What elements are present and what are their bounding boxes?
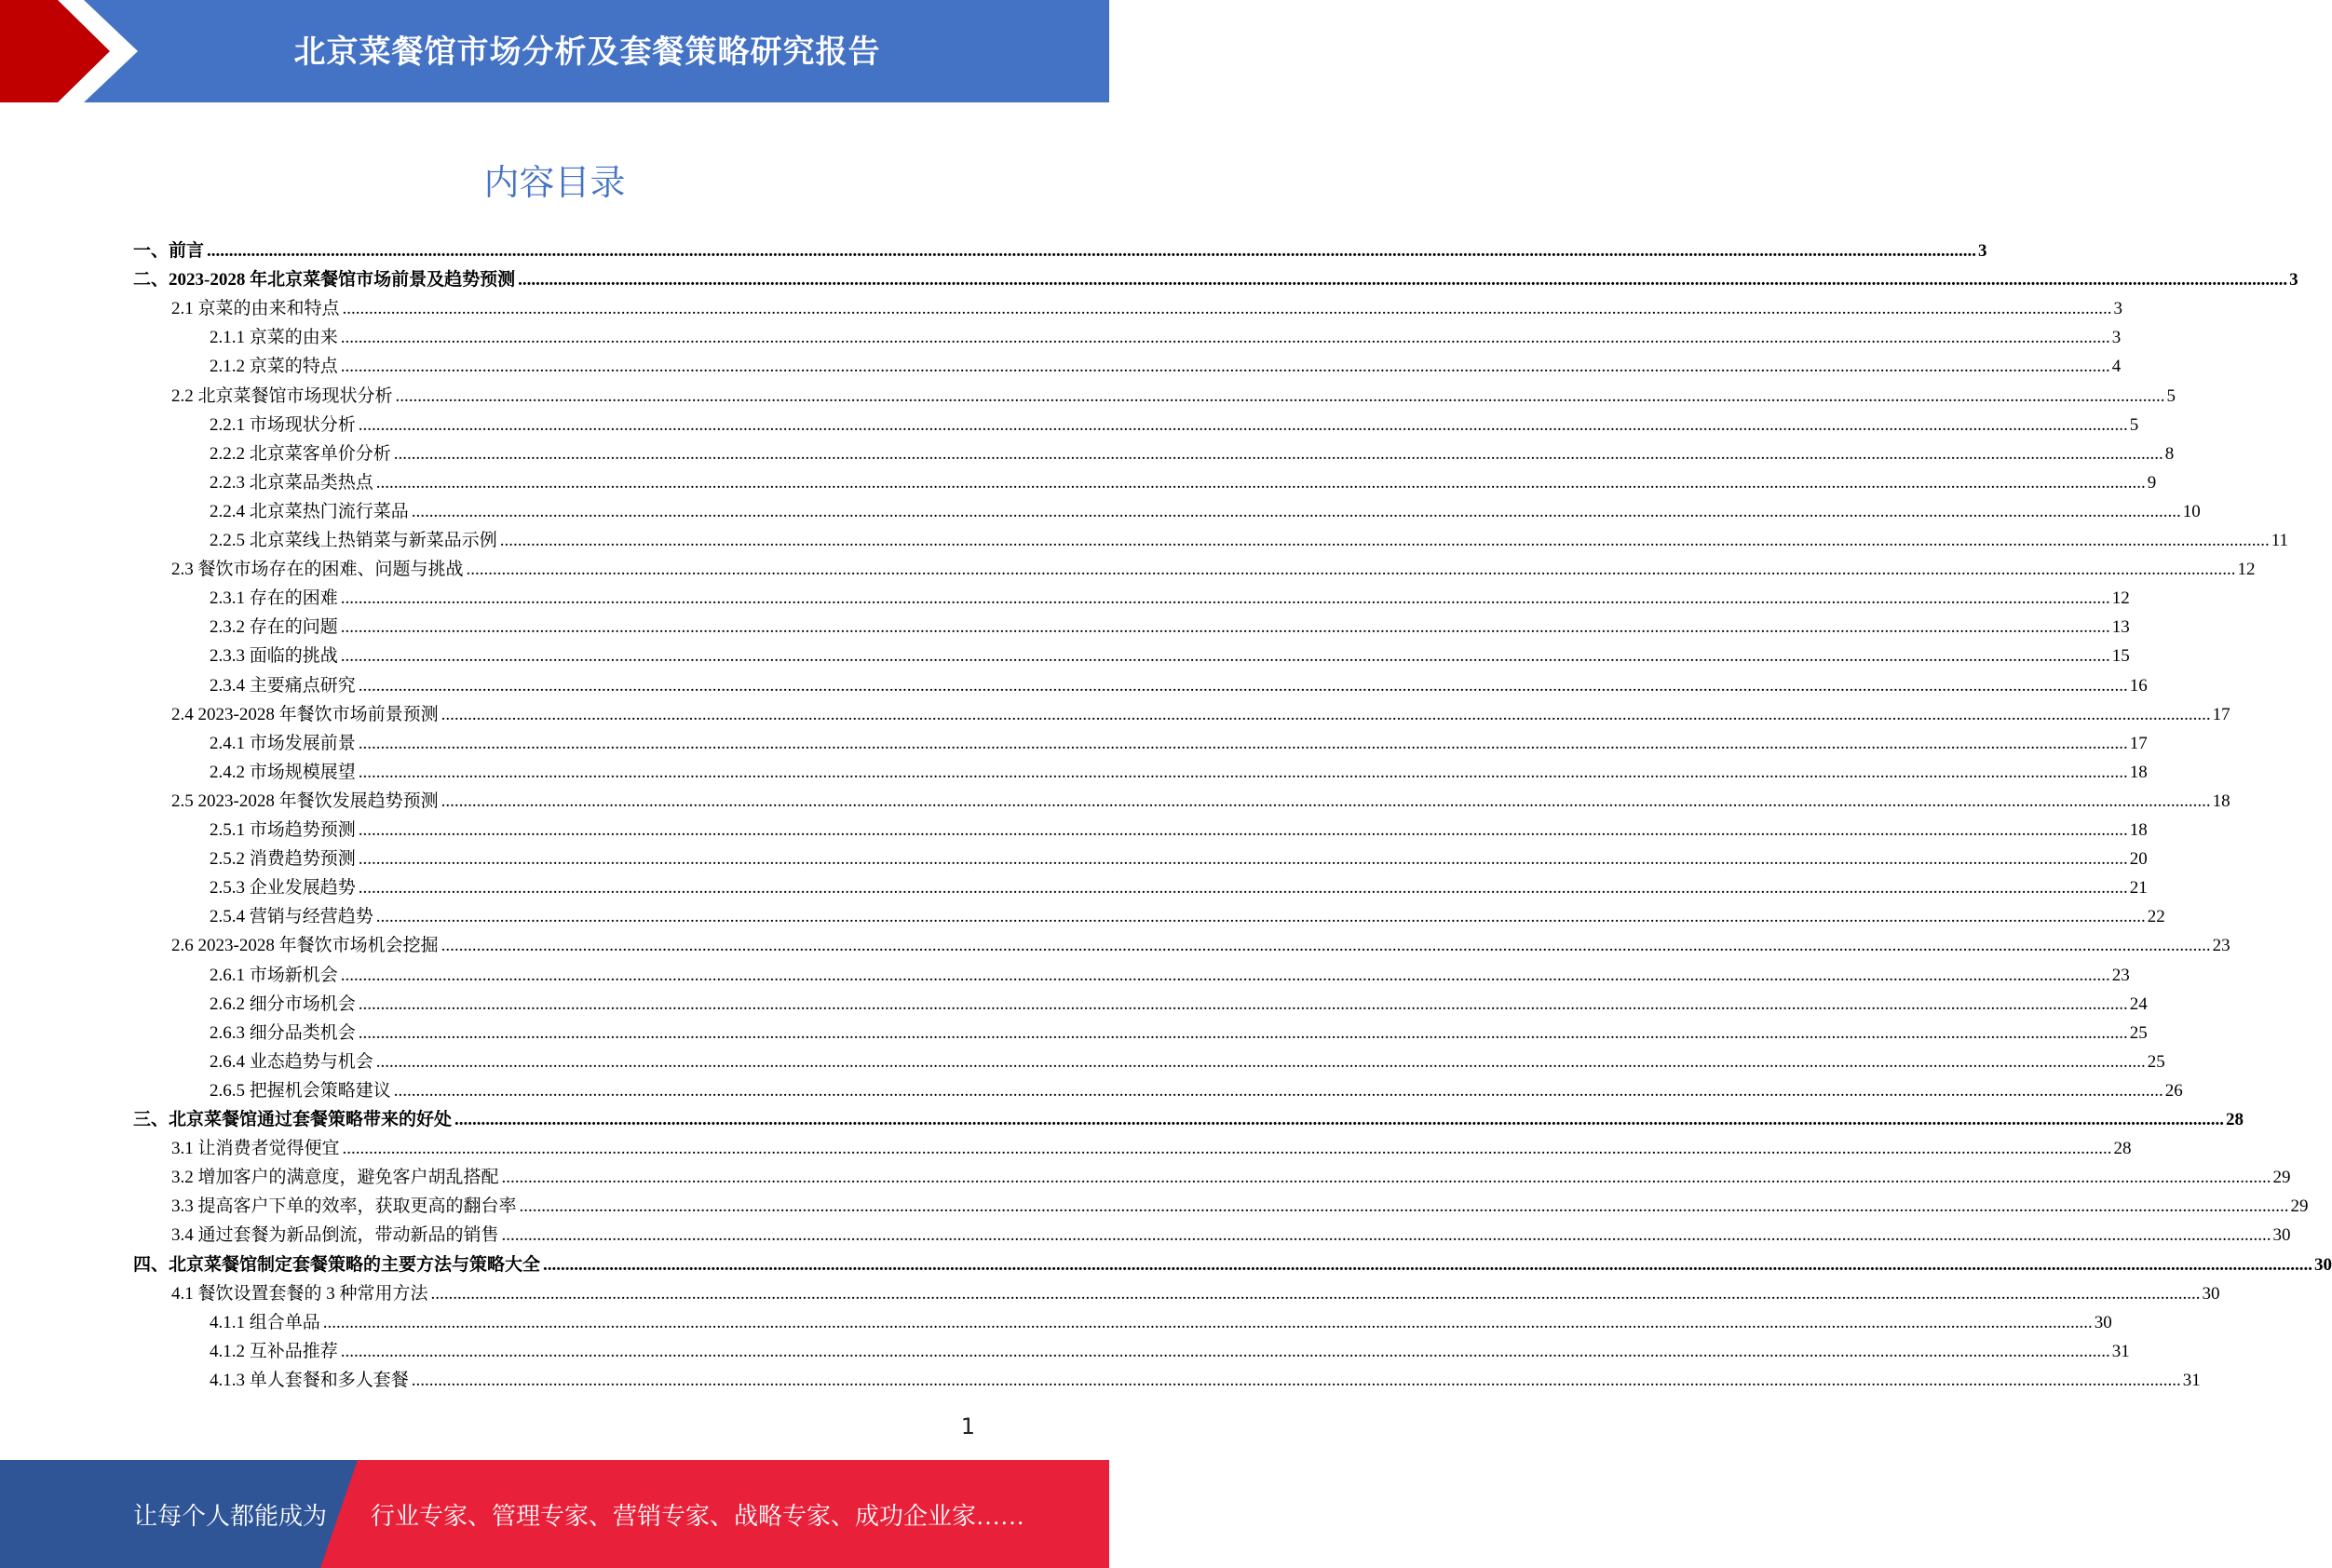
toc-entry-label: 3.3 提高客户下单的效率，获取更高的翻台率 [171,1196,517,1217]
toc-leader-dots: ................................................................................................................................................................................................................................................................................................................................................................................................................ [358,733,2128,753]
toc-leader-dots: ................................................................................................................................................................................................................................................................................................................................................................................................................ [454,1110,2225,1129]
toc-entry-page: 3 [1978,241,1987,261]
toc-entry-label: 2.2.5 北京菜线上热销菜与新菜品示例 [210,531,497,550]
toc-entry-page: 26 [2164,1080,2183,1101]
toc-entry-label: 三、北京菜餐馆通过套餐策略带来的好处 [133,1110,453,1129]
toc-entry[interactable] [171,294,2123,323]
toc-entry-page: 13 [2111,617,2130,638]
toc-entry[interactable] [171,1279,2220,1308]
toc-leader-dots: ................................................................................................................................................................................................................................................................................................................................................................................................................ [342,1139,2112,1159]
toc-entry-page: 9 [2147,472,2157,493]
toc-entry[interactable] [210,352,2122,381]
toc-leader-dots: ................................................................................................................................................................................................................................................................................................................................................................................................................ [411,501,2181,521]
toc-entry-page: 31 [2182,1370,2201,1390]
toc-leader-dots: ................................................................................................................................................................................................................................................................................................................................................................................................................ [519,1196,2289,1217]
toc-entry-label: 一、前言 [133,241,205,261]
toc-entry[interactable] [210,1337,2130,1366]
toc-leader-dots: ................................................................................................................................................................................................................................................................................................................................................................................................................ [501,1168,2271,1188]
toc-entry-page: 30 [2272,1225,2291,1246]
toc-entry-label: 2.2.2 北京菜客单价分析 [210,443,391,464]
toc-leader-dots: ................................................................................................................................................................................................................................................................................................................................................................................................................ [375,907,2146,927]
toc-entry-label: 3.2 增加客户的满意度，避免客户胡乱搭配 [171,1168,499,1188]
toc-entry-page: 5 [2129,414,2139,435]
toc-leader-dots: ................................................................................................................................................................................................................................................................................................................................................................................................................ [375,1051,2146,1072]
toc-leader-dots: ................................................................................................................................................................................................................................................................................................................................................................................................................ [322,1312,2093,1332]
toc-leader-dots: ................................................................................................................................................................................................................................................................................................................................................................................................................ [375,472,2146,493]
toc-entry-label: 二、2023-2028 年北京菜餐馆市场前景及趋势预测 [133,270,516,291]
toc-entry-page: 3 [2289,270,2298,291]
toc-entry[interactable] [171,1221,2291,1250]
toc-entry-label: 4.1.1 组合单品 [210,1312,320,1332]
toc-leader-dots: ................................................................................................................................................................................................................................................................................................................................................................................................................ [395,385,2165,406]
toc-entry[interactable] [210,1019,2148,1048]
toc-entry-page: 24 [2129,994,2148,1014]
toc-leader-dots: ................................................................................................................................................................................................................................................................................................................................................................................................................ [340,328,2110,348]
toc-leader-dots: ................................................................................................................................................................................................................................................................................................................................................................................................................ [340,1341,2110,1361]
toc-entry[interactable] [210,816,2148,845]
toc-entry-page: 20 [2129,849,2148,870]
toc-entry-label: 2.1.2 京菜的特点 [210,357,338,377]
toc-entry[interactable] [171,382,2176,411]
toc-entry[interactable] [210,729,2148,758]
toc-entry[interactable] [171,555,2256,584]
toc-entry[interactable] [210,1366,2201,1395]
toc-entry-page: 28 [2113,1139,2132,1159]
toc-entry-page: 30 [2202,1283,2220,1304]
toc-entry-label: 2.5.1 市场趋势预测 [210,820,356,840]
toc-entry-page: 29 [2290,1196,2309,1217]
toc-entry[interactable] [210,1308,2112,1337]
toc-entry-label: 2.6 2023-2028 年餐饮市场机会挖掘 [171,936,439,956]
toc-leader-dots: ................................................................................................................................................................................................................................................................................................................................................................................................................ [441,936,2211,956]
toc-entry-label: 2.3.3 面临的挑战 [210,646,338,667]
toc-entry-page: 12 [2111,588,2130,609]
toc-entry[interactable] [171,931,2230,960]
toc-entry-label: 2.3 餐饮市场存在的困难、问题与挑战 [171,560,464,580]
toc-entry-page: 18 [2212,791,2230,811]
toc-entry-label: 3.1 让消费者觉得便宜 [171,1139,340,1159]
toc-entry[interactable] [171,1192,2309,1221]
toc-entry-page: 4 [2111,357,2122,377]
toc-entry[interactable] [210,584,2130,613]
toc-entry-label: 2.2.1 市场现状分析 [210,414,356,435]
toc-entry[interactable] [171,1134,2132,1163]
report-title: 北京菜餐馆市场分析及套餐策略研究报告 [293,34,881,71]
footer-slogan-right: 行业专家、管理专家、营销专家、战略专家、成功企业家…… [371,1503,1025,1530]
toc-entry-page: 30 [2094,1312,2112,1332]
toc-entry-page: 22 [2147,907,2165,927]
toc-heading: 内容目录 [483,162,626,203]
page-header [0,0,1109,102]
toc-entry-label: 2.6.1 市场新机会 [210,965,338,985]
toc-entry[interactable] [171,1163,2291,1192]
toc-entry[interactable] [210,873,2148,902]
toc-entry-label: 2.5.2 消费趋势预测 [210,849,356,870]
toc-entry-page: 12 [2237,560,2256,580]
toc-entry[interactable] [210,671,2148,700]
toc-entry-label: 2.1 京菜的由来和特点 [171,299,340,319]
toc-entry-label: 2.2.3 北京菜品类热点 [210,472,373,493]
toc-leader-dots: ................................................................................................................................................................................................................................................................................................................................................................................................................ [430,1283,2201,1304]
footer-slogan-left: 让每个人都能成为 [133,1503,328,1530]
toc-leader-dots: ................................................................................................................................................................................................................................................................................................................................................................................................................ [543,1254,2313,1275]
toc-leader-dots: ................................................................................................................................................................................................................................................................................................................................................................................................................ [501,1225,2271,1246]
toc-entry[interactable] [171,700,2230,729]
toc-entry-page: 23 [2212,936,2230,956]
toc-entry-label: 2.3.2 存在的问题 [210,617,338,638]
toc-leader-dots: ................................................................................................................................................................................................................................................................................................................................................................................................................ [518,270,2288,291]
toc-entry-label: 2.5.3 企业发展趋势 [210,878,356,899]
toc-leader-dots: ................................................................................................................................................................................................................................................................................................................................................................................................................ [358,820,2128,840]
toc-entry-label: 2.6.5 把握机会策略建议 [210,1080,391,1101]
toc-entry-label: 四、北京菜餐馆制定套餐策略的主要方法与策略大全 [133,1254,541,1275]
toc-entry[interactable] [210,468,2157,497]
toc-entry[interactable] [210,1076,2183,1105]
toc-entry-page: 8 [2164,443,2175,464]
toc-entry[interactable] [133,237,1987,265]
toc-leader-dots: ................................................................................................................................................................................................................................................................................................................................................................................................................ [466,560,2236,580]
toc-entry-page: 3 [2113,299,2123,319]
toc-entry[interactable] [210,845,2148,873]
toc-leader-dots: ................................................................................................................................................................................................................................................................................................................................................................................................................ [340,617,2110,638]
toc-entry-page: 11 [2271,531,2289,550]
toc-entry-page: 23 [2111,965,2130,985]
toc-leader-dots: ................................................................................................................................................................................................................................................................................................................................................................................................................ [358,762,2128,782]
toc-entry-page: 31 [2111,1341,2130,1361]
toc-entry[interactable] [210,758,2148,787]
toc-leader-dots: ................................................................................................................................................................................................................................................................................................................................................................................................................ [358,1022,2128,1043]
toc-leader-dots: ................................................................................................................................................................................................................................................................................................................................................................................................................ [411,1370,2181,1390]
toc-entry-label: 2.6.2 细分市场机会 [210,994,356,1014]
toc-entry[interactable] [171,787,2230,816]
toc-entry-label: 2.6.4 业态趋势与机会 [210,1051,373,1072]
toc-leader-dots: ................................................................................................................................................................................................................................................................................................................................................................................................................ [358,675,2128,696]
toc-entry[interactable] [210,323,2122,352]
toc-entry-page: 5 [2166,385,2176,406]
toc-leader-dots: ................................................................................................................................................................................................................................................................................................................................................................................................................ [358,849,2128,870]
toc-entry-label: 4.1 餐饮设置套餐的 3 种常用方法 [171,1283,428,1304]
toc-entry-label: 2.1.1 京菜的由来 [210,328,338,348]
toc-entry[interactable] [133,1105,2244,1134]
toc-leader-dots: ................................................................................................................................................................................................................................................................................................................................................................................................................ [358,414,2128,435]
toc-entry[interactable] [133,1250,2332,1279]
toc-leader-dots: ................................................................................................................................................................................................................................................................................................................................................................................................................ [393,443,2163,464]
toc-entry-label: 3.4 通过套餐为新品倒流，带动新品的销售 [171,1225,499,1246]
toc-entry-page: 17 [2212,704,2230,724]
toc-entry-page: 21 [2129,878,2148,899]
toc-entry[interactable] [210,497,2201,526]
toc-entry[interactable] [210,642,2130,670]
toc-leader-dots: ................................................................................................................................................................................................................................................................................................................................................................................................................ [441,791,2211,811]
toc-leader-dots: ................................................................................................................................................................................................................................................................................................................................................................................................................ [207,241,1977,261]
toc-entry-label: 2.5.4 营销与经营趋势 [210,907,373,927]
toc-entry[interactable] [210,990,2148,1019]
toc-entry-page: 18 [2129,820,2148,840]
toc-leader-dots: ................................................................................................................................................................................................................................................................................................................................................................................................................ [358,994,2128,1014]
toc-leader-dots: ................................................................................................................................................................................................................................................................................................................................................................................................................ [393,1080,2163,1101]
toc-entry-page: 10 [2182,501,2201,521]
toc-entry[interactable] [133,265,2298,294]
toc-entry[interactable] [210,613,2130,642]
toc-leader-dots: ................................................................................................................................................................................................................................................................................................................................................................................................................ [342,299,2112,319]
toc-entry[interactable] [210,902,2165,931]
toc-entry-page: 30 [2314,1254,2332,1275]
toc-entry[interactable] [210,411,2139,439]
toc-entry-label: 2.2.4 北京菜热门流行菜品 [210,501,409,521]
toc-entry-label: 2.3.4 主要痛点研究 [210,675,356,696]
toc-leader-dots: ................................................................................................................................................................................................................................................................................................................................................................................................................ [358,878,2128,899]
toc-leader-dots: ................................................................................................................................................................................................................................................................................................................................................................................................................ [340,646,2110,667]
toc-entry-label: 4.1.3 单人套餐和多人套餐 [210,1370,409,1390]
toc-entry[interactable] [210,526,2289,555]
toc-entry[interactable] [210,439,2175,468]
toc-entry-page: 29 [2272,1168,2291,1188]
toc-entry-page: 25 [2147,1051,2165,1072]
toc-entry-label: 2.3.1 存在的困难 [210,588,338,609]
toc-entry[interactable] [210,1048,2165,1076]
toc-leader-dots: ................................................................................................................................................................................................................................................................................................................................................................................................................ [441,704,2211,724]
page-number: 1 [960,1413,975,1440]
toc-leader-dots: ................................................................................................................................................................................................................................................................................................................................................................................................................ [340,357,2110,377]
toc-leader-dots: ................................................................................................................................................................................................................................................................................................................................................................................................................ [340,965,2110,985]
toc-entry-label: 4.1.2 互补品推荐 [210,1341,338,1361]
toc-entry-page: 3 [2111,328,2122,348]
toc-entry-label: 2.5 2023-2028 年餐饮发展趋势预测 [171,791,439,811]
toc-entry-label: 2.4.1 市场发展前景 [210,733,356,753]
toc-entry-page: 16 [2129,675,2148,696]
toc-entry-page: 17 [2129,733,2148,753]
toc-entry-label: 2.2 北京菜餐馆市场现状分析 [171,385,393,406]
toc-entry-label: 2.4.2 市场规模展望 [210,762,356,782]
toc-entry-page: 18 [2129,762,2148,782]
toc-entry-label: 2.6.3 细分品类机会 [210,1022,356,1043]
toc-entry[interactable] [210,961,2130,990]
toc-entry-page: 15 [2111,646,2130,667]
toc-entry-label: 2.4 2023-2028 年餐饮市场前景预测 [171,704,439,724]
toc-leader-dots: ................................................................................................................................................................................................................................................................................................................................................................................................................ [340,588,2110,609]
page-footer [0,1460,1109,1568]
toc-entry-page: 28 [2226,1110,2244,1129]
toc-leader-dots: ................................................................................................................................................................................................................................................................................................................................................................................................................ [499,531,2270,550]
toc-entry-page: 25 [2129,1022,2148,1043]
